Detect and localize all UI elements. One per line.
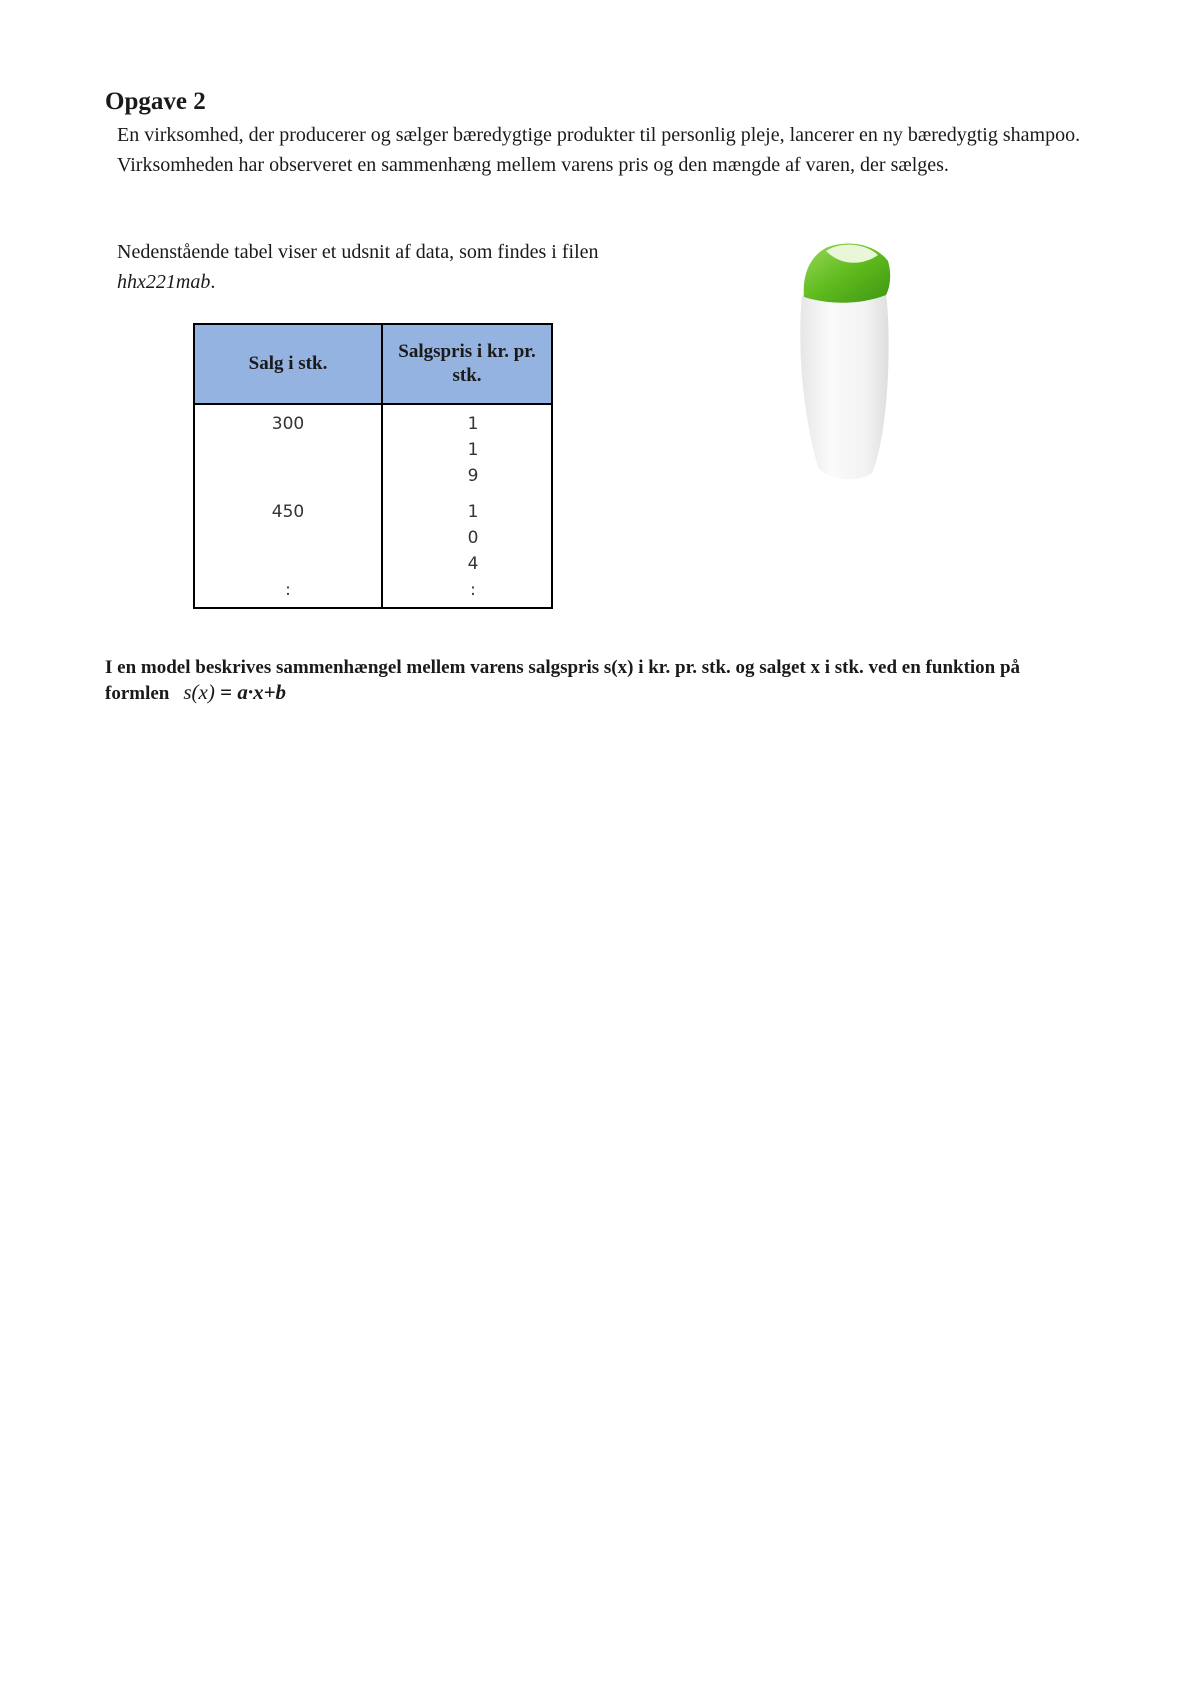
table-intro-paragraph bbox=[117, 237, 637, 297]
data-filename: hhx221mab bbox=[117, 271, 211, 293]
price-digit: 1 bbox=[467, 440, 479, 460]
formula bbox=[183, 680, 286, 704]
formula-rhs: a·x+b bbox=[237, 680, 287, 704]
sales-cell: 450 bbox=[194, 493, 382, 577]
sales-cell: : bbox=[194, 577, 382, 608]
model-text: I en model beskrives sammenhængel mellem varens salgspris s(x) i kr. pr. stk. og salget x i stk. ved en funktion på formlen bbox=[105, 657, 1021, 704]
price-digit: 4 bbox=[467, 554, 479, 574]
model-paragraph bbox=[105, 655, 1105, 706]
table-row bbox=[194, 493, 552, 577]
price-cell bbox=[382, 404, 552, 493]
shampoo-bottle-image bbox=[780, 235, 910, 485]
table-intro-period: . bbox=[210, 271, 216, 293]
price-cell bbox=[382, 577, 552, 608]
table-header-row bbox=[194, 324, 552, 404]
header-price: Salgspris i kr. pr. stk. bbox=[382, 324, 552, 404]
exercise-heading: Opgave 2 bbox=[105, 88, 206, 115]
table-row bbox=[194, 404, 552, 493]
price-digit: 0 bbox=[467, 528, 479, 548]
sales-cell: 300 bbox=[194, 404, 382, 493]
intro-paragraph: En virksomhed, der producerer og sælger bæredygtige produkter til personlig pleje, lancerer en ny bæredygtig shampoo. Virksomheden har observeret en sammenhæng mellem varens pris og den mængde af varen, der sælges. bbox=[117, 124, 1081, 176]
price-digit: 1 bbox=[467, 414, 479, 434]
formula-lhs: s(x) bbox=[183, 680, 215, 704]
price-digit: : bbox=[470, 580, 476, 600]
table-intro-text: Nedenstående tabel viser et udsnit af data, som findes i filen bbox=[117, 241, 599, 263]
formula-equals: = bbox=[214, 680, 238, 704]
price-cell bbox=[382, 493, 552, 577]
price-digit: 1 bbox=[467, 502, 479, 522]
table-row bbox=[194, 577, 552, 608]
data-table bbox=[193, 323, 553, 609]
header-sales: Salg i stk. bbox=[194, 324, 382, 404]
price-digit: 9 bbox=[467, 466, 479, 486]
